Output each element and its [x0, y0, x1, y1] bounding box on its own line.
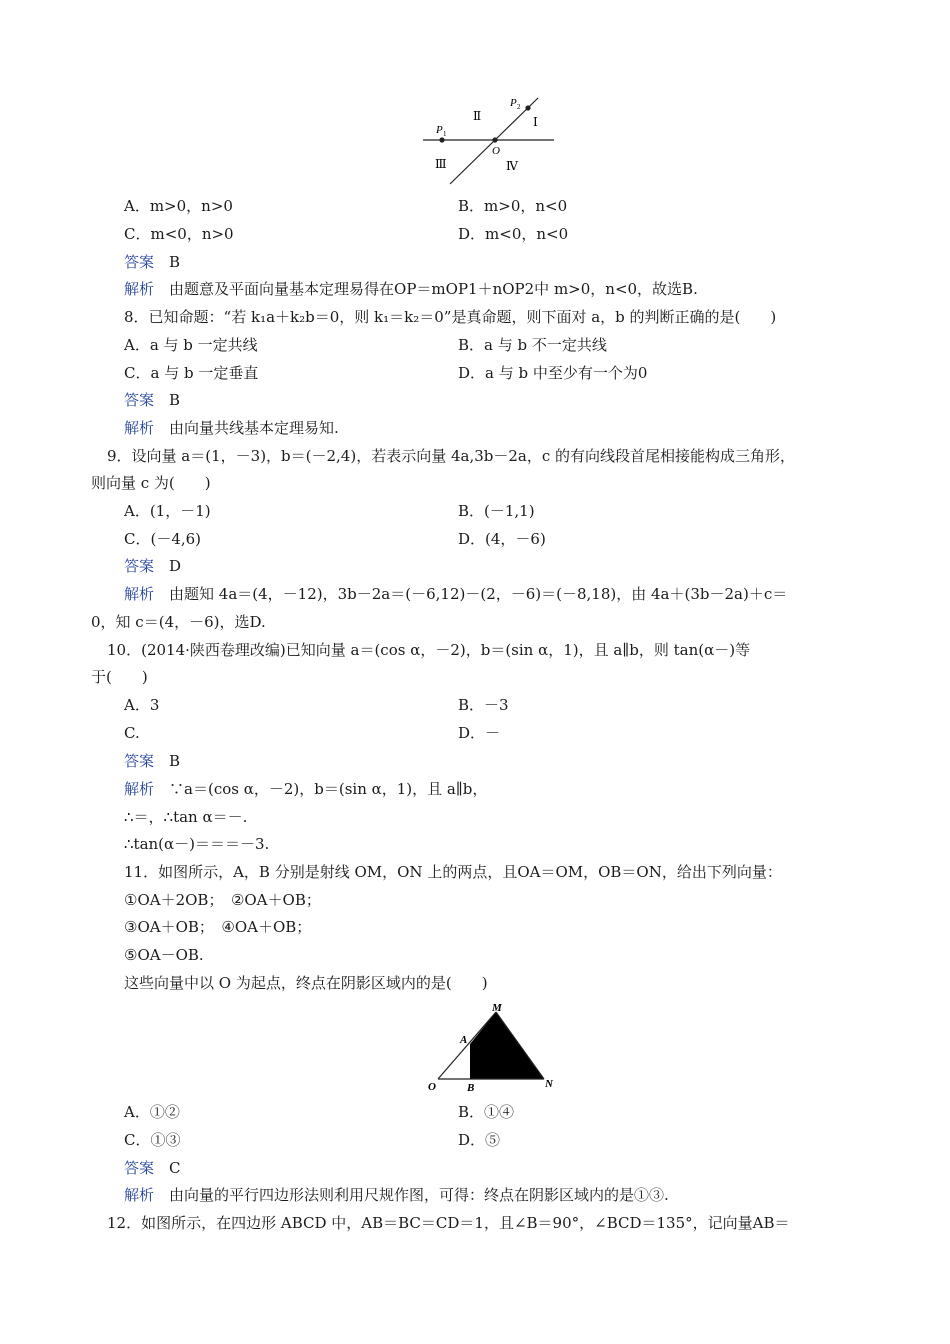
q9-option-b: B．(－1,1)	[458, 502, 535, 520]
q7-solution	[124, 278, 698, 300]
label-m: M	[492, 1002, 502, 1014]
q8-option-a: A．a 与 b 一定共线	[124, 336, 258, 354]
solution-label: 解析	[124, 780, 155, 798]
label-p2: P	[510, 97, 517, 109]
q11-option-b: B．①④	[458, 1103, 515, 1121]
q11-option-c: C．①③	[124, 1131, 181, 1149]
q9-option-d: D．(4，－6)	[458, 530, 546, 548]
solution-text: 由向量共线基本定理易知.	[169, 419, 339, 437]
q9-solution-line2: 0，知 c＝(4，－6)，选D.	[91, 613, 266, 631]
solution-label: 解析	[124, 419, 155, 437]
label-region-ii: Ⅱ	[473, 109, 482, 123]
label-p1-sub: 1	[443, 130, 447, 138]
answer-value: B	[169, 752, 181, 770]
q8-option-d: D．a 与 b 中至少有一个为0	[458, 364, 648, 382]
q7-option-b: B．m>0，n<0	[458, 197, 568, 215]
q10-answer	[124, 750, 180, 772]
q11-vectors-line3: ⑤OA－OB.	[124, 946, 204, 964]
label-a: A	[460, 1034, 468, 1046]
answer-label: 答案	[124, 1159, 155, 1177]
q9-option-a: A．(1，－1)	[124, 502, 211, 520]
q10-solution-line2: ∴＝，∴tan α＝－.	[124, 808, 248, 826]
q11-option-a: A．①②	[124, 1103, 180, 1121]
answer-label: 答案	[124, 253, 155, 271]
answer-label: 答案	[124, 557, 155, 575]
q8-answer	[124, 389, 180, 411]
q9-solution-line1	[124, 583, 787, 605]
answer-value: D	[169, 557, 182, 575]
q8-solution	[124, 417, 339, 439]
solution-label: 解析	[124, 280, 155, 298]
q7-option-a: A．m>0，n>0	[124, 197, 233, 215]
solution-text: 由题知 4a＝(4，－12)，3b－2a＝(－6,12)－(2，－6)＝(－8,18)，由 4a＋(3b－2a)＋c＝	[169, 585, 788, 603]
q8-stem: 8．已知命题：“若 k₁a＋k₂b＝0，则 k₁＝k₂＝0”是真命题，则下面对 a，b 的判断正确的是( )	[124, 308, 777, 326]
q10-option-a: A．3	[124, 696, 160, 714]
q9-answer	[124, 555, 181, 577]
q7-answer	[124, 251, 180, 273]
label-p1: P	[436, 124, 443, 136]
q11-solution	[124, 1184, 669, 1206]
q11-vectors-line2: ③OA＋OB； ④OA＋OB；	[124, 918, 312, 936]
label-n: N	[545, 1078, 553, 1090]
q9-stem-line2: 则向量 c 为( )	[91, 474, 211, 492]
solution-label: 解析	[124, 585, 155, 603]
figure-shaded-triangle	[426, 1000, 562, 1092]
q10-option-d: D．－	[458, 724, 501, 742]
q12-stem: 12．如图所示，在四边形 ABCD 中，AB＝BC＝CD＝1，且∠B＝90°，∠BCD＝135°，记向量AB＝	[107, 1214, 790, 1232]
answer-value: B	[169, 391, 181, 409]
q10-stem-line1: 10．(2014·陕西卷理改编)已知向量 a＝(cos α，－2)，b＝(sin α，1)，且 a∥b，则 tan(α－)等	[107, 641, 751, 659]
q10-solution-line3: ∴tan(α－)＝＝＝－3.	[124, 835, 270, 853]
label-region-iii: Ⅲ	[435, 157, 447, 171]
label-region-i: Ⅰ	[533, 115, 538, 129]
figure-lines-quadrants	[420, 92, 560, 188]
q8-option-b: B．a 与 b 不一定共线	[458, 336, 607, 354]
q10-stem-line2: 于( )	[91, 668, 148, 686]
q11-stem: 11．如图所示，A，B 分别是射线 OM，ON 上的两点，且OA＝OM，OB＝ON，给出下列向量：	[124, 863, 782, 881]
q10-solution-line1	[124, 778, 487, 800]
solution-text: 由向量的平行四边形法则利用尺规作图，可得：终点在阴影区域内的是①③.	[169, 1186, 669, 1204]
q10-option-c: C.	[124, 724, 140, 742]
q8-option-c: C．a 与 b 一定垂直	[124, 364, 259, 382]
q9-stem-line1: 9．设向量 a＝(1，－3)，b＝(－2,4)，若表示向量 4a,3b－2a，c 的有向线段首尾相接能构成三角形，	[107, 447, 796, 465]
q9-option-c: C．(－4,6)	[124, 530, 202, 548]
answer-value: B	[169, 253, 181, 271]
answer-label: 答案	[124, 752, 155, 770]
label-p2-sub: 2	[517, 103, 521, 111]
label-o: O	[492, 145, 500, 157]
q7-option-c: C．m<0，n>0	[124, 225, 234, 243]
answer-value: C	[169, 1159, 181, 1177]
q10-option-b: B．－3	[458, 696, 509, 714]
label-region-iv: Ⅳ	[506, 159, 518, 173]
q11-question: 这些向量中以 O 为起点，终点在阴影区域内的是( )	[124, 974, 488, 992]
label-o: O	[428, 1081, 436, 1092]
q11-answer	[124, 1157, 181, 1179]
solution-text: 由题意及平面向量基本定理易得在OP＝mOP1＋nOP2中 m>0，n<0，故选B.	[169, 280, 698, 298]
solution-text: ∵a＝(cos α，－2)，b＝(sin α，1)，且 a∥b，	[169, 780, 488, 798]
q7-option-d: D．m<0，n<0	[458, 225, 569, 243]
q11-option-d: D．⑤	[458, 1131, 501, 1149]
solution-label: 解析	[124, 1186, 155, 1204]
answer-label: 答案	[124, 391, 155, 409]
q11-vectors-line1: ①OA＋2OB； ②OA＋OB；	[124, 891, 321, 909]
label-b: B	[467, 1082, 475, 1092]
